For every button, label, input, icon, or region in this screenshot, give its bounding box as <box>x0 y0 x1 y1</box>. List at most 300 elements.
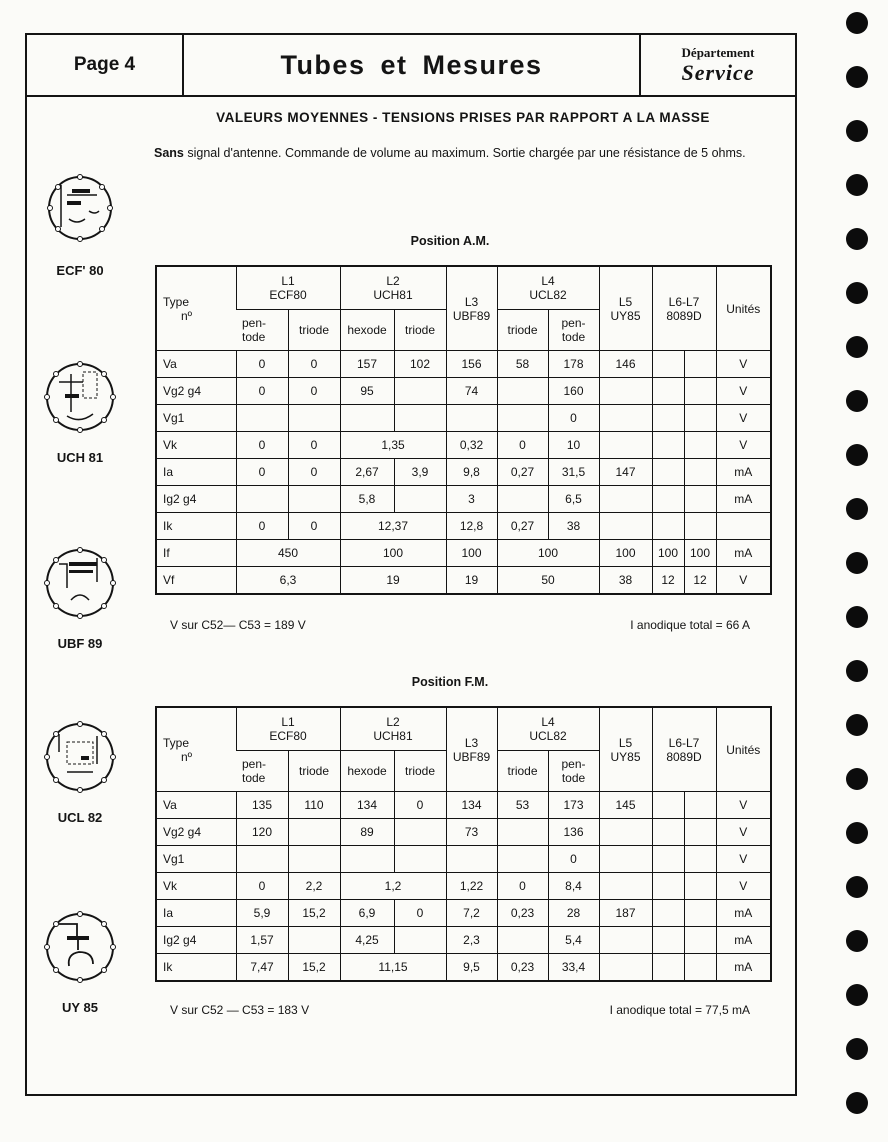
table-row <box>156 459 771 486</box>
cell: 136 <box>548 819 599 846</box>
cell-unit: mA <box>716 540 771 567</box>
l5-tube: UY85 <box>610 308 641 323</box>
type-header <box>156 707 236 792</box>
cell <box>652 405 684 432</box>
am-table <box>155 265 772 595</box>
cell: 0 <box>236 873 288 900</box>
cell <box>340 405 394 432</box>
cell <box>684 486 716 513</box>
cell <box>684 954 716 982</box>
cell-unit: V <box>716 819 771 846</box>
l1-triode-header: triode <box>288 310 340 351</box>
cell <box>394 405 446 432</box>
l5-tube: UY85 <box>610 749 641 764</box>
cell: 6,9 <box>340 900 394 927</box>
binder-hole-icon <box>846 660 868 682</box>
l6-tube: 8089D <box>666 308 702 323</box>
row-label: Ia <box>156 459 236 486</box>
cell <box>684 792 716 819</box>
cell <box>599 846 652 873</box>
table-row <box>156 792 771 819</box>
cell-unit: V <box>716 873 771 900</box>
cell <box>652 927 684 954</box>
l2-label: L2 <box>386 715 400 729</box>
cell: 0,23 <box>497 900 548 927</box>
tube-uch81 <box>30 352 130 465</box>
l4-header <box>497 707 599 751</box>
l4-pentode-header <box>548 751 599 792</box>
tube-ubf89 <box>30 538 130 651</box>
l1-tube: ECF80 <box>269 288 307 302</box>
cell <box>599 405 652 432</box>
cell <box>652 432 684 459</box>
tube-ubf89-diagram-icon <box>37 538 123 628</box>
cell: 0,32 <box>446 432 497 459</box>
cell: 9,8 <box>446 459 497 486</box>
cell <box>446 405 497 432</box>
table-row <box>156 567 771 595</box>
cell: 53 <box>497 792 548 819</box>
table-row <box>156 378 771 405</box>
cell <box>394 846 446 873</box>
cell <box>684 873 716 900</box>
l2-tube: UCH81 <box>373 729 413 743</box>
fm-voltage-note: V sur C52 — C53 = 183 V <box>170 1003 310 1017</box>
cell: 100 <box>497 540 599 567</box>
binder-hole-icon <box>846 174 868 196</box>
l6-header <box>652 266 716 351</box>
cell: 110 <box>288 792 340 819</box>
l6-label: L6-L7 <box>668 735 700 750</box>
cell: 100 <box>340 540 446 567</box>
cell: 0 <box>548 846 599 873</box>
cell <box>288 405 340 432</box>
cell <box>652 873 684 900</box>
row-label: Ik <box>156 954 236 982</box>
cell: 10 <box>548 432 599 459</box>
cell: 1,22 <box>446 873 497 900</box>
l2-tube: UCH81 <box>373 288 413 302</box>
cell <box>497 927 548 954</box>
cell <box>394 378 446 405</box>
cell <box>599 432 652 459</box>
binder-hole-icon <box>846 714 868 736</box>
row-label: Vg1 <box>156 846 236 873</box>
row-label: Vg1 <box>156 405 236 432</box>
cell-unit: V <box>716 351 771 378</box>
table-row <box>156 513 771 540</box>
cell: 0,27 <box>497 459 548 486</box>
l2-hexode-header: hexode <box>340 751 394 792</box>
cell <box>599 873 652 900</box>
cell <box>497 819 548 846</box>
cell <box>652 513 684 540</box>
pentode-label-1: pen- <box>561 316 586 330</box>
l6-header <box>652 707 716 792</box>
cell <box>684 432 716 459</box>
cell <box>599 927 652 954</box>
cell <box>684 378 716 405</box>
binder-hole-icon <box>846 984 868 1006</box>
cell <box>288 486 340 513</box>
cell <box>340 846 394 873</box>
cell: 95 <box>340 378 394 405</box>
l3-tube: UBF89 <box>452 749 491 764</box>
table-row <box>156 873 771 900</box>
cell-unit: V <box>716 405 771 432</box>
row-label: Vk <box>156 873 236 900</box>
l2-header <box>340 707 446 751</box>
table-row <box>156 819 771 846</box>
l3-label: L3 <box>464 294 479 309</box>
l2-triode-header: triode <box>394 751 446 792</box>
page-title: Tubes et Mesures <box>280 50 543 80</box>
cell-unit: V <box>716 792 771 819</box>
tube-uy85 <box>30 902 130 1015</box>
l2-hexode-header: hexode <box>340 310 394 351</box>
l1-pentode-header <box>236 751 288 792</box>
cell: 100 <box>652 540 684 567</box>
cell: 74 <box>446 378 497 405</box>
cell: 0 <box>236 513 288 540</box>
row-label: Ig2 g4 <box>156 927 236 954</box>
intro-rest: signal d'antenne. Commande de volume au maximum. Sortie chargée par une résistance de 5 ohms. <box>183 146 746 160</box>
l3-header <box>446 266 497 351</box>
tube-uch81-label: UCH 81 <box>56 450 104 465</box>
cell: 135 <box>236 792 288 819</box>
cell: 12 <box>684 567 716 595</box>
cell <box>446 846 497 873</box>
binder-hole-icon <box>846 228 868 250</box>
cell: 156 <box>446 351 497 378</box>
cell: 19 <box>446 567 497 595</box>
tube-ecf80-label: ECF' 80 <box>56 263 104 278</box>
cell: 5,4 <box>548 927 599 954</box>
tube-uy85-diagram-icon <box>37 902 123 992</box>
cell: 5,8 <box>340 486 394 513</box>
cell: 187 <box>599 900 652 927</box>
cell <box>599 486 652 513</box>
cell: 0 <box>236 378 288 405</box>
unit-header: Unités <box>716 266 771 351</box>
cell: 1,57 <box>236 927 288 954</box>
row-label: Ia <box>156 900 236 927</box>
cell: 0 <box>548 405 599 432</box>
cell <box>652 819 684 846</box>
cell: 31,5 <box>548 459 599 486</box>
cell: 12,8 <box>446 513 497 540</box>
cell: 160 <box>548 378 599 405</box>
l4-label: L4 <box>541 715 555 729</box>
cell: 0 <box>288 351 340 378</box>
row-label: Vk <box>156 432 236 459</box>
binder-hole-icon <box>846 282 868 304</box>
unit-header: Unités <box>716 707 771 792</box>
row-label: If <box>156 540 236 567</box>
cell: 0 <box>394 792 446 819</box>
row-label: Va <box>156 792 236 819</box>
cell-unit: mA <box>716 486 771 513</box>
table-row <box>156 927 771 954</box>
cell: 15,2 <box>288 954 340 982</box>
cell <box>684 900 716 927</box>
table-row <box>156 486 771 513</box>
cell: 1,2 <box>340 873 446 900</box>
cell: 3 <box>446 486 497 513</box>
tube-ucl82-diagram-icon <box>37 712 123 802</box>
cell: 1,35 <box>340 432 446 459</box>
cell: 450 <box>236 540 340 567</box>
cell: 38 <box>599 567 652 595</box>
type-label: Type <box>163 735 190 750</box>
cell: 0 <box>288 459 340 486</box>
cell-unit: V <box>716 567 771 595</box>
cell <box>652 378 684 405</box>
type-no-label: nº <box>181 749 193 764</box>
binder-hole-icon <box>846 390 868 412</box>
cell: 0 <box>497 432 548 459</box>
cell: 146 <box>599 351 652 378</box>
cell <box>684 927 716 954</box>
l4-tube: UCL82 <box>529 729 567 743</box>
cell: 6,3 <box>236 567 340 595</box>
department-label: Département <box>681 45 755 60</box>
l4-tube: UCL82 <box>529 288 567 302</box>
cell: 178 <box>548 351 599 378</box>
cell <box>684 351 716 378</box>
cell <box>236 405 288 432</box>
pentode-label-1: pen- <box>242 757 267 771</box>
l1-header <box>236 707 340 751</box>
cell <box>288 819 340 846</box>
cell: 134 <box>446 792 497 819</box>
l5-header <box>599 707 652 792</box>
table-row <box>156 432 771 459</box>
l3-tube: UBF89 <box>452 308 491 323</box>
cell: 11,15 <box>340 954 446 982</box>
cell: 4,25 <box>340 927 394 954</box>
tube-ecf80 <box>30 165 130 278</box>
l1-triode-header: triode <box>288 751 340 792</box>
type-no-label: nº <box>181 308 193 323</box>
cell: 2,3 <box>446 927 497 954</box>
table-row <box>156 846 771 873</box>
l1-header <box>236 266 340 310</box>
cell <box>684 459 716 486</box>
tube-ubf89-label: UBF 89 <box>57 636 103 651</box>
l5-label: L5 <box>618 735 633 750</box>
cell: 38 <box>548 513 599 540</box>
cell <box>394 486 446 513</box>
cell: 2,67 <box>340 459 394 486</box>
cell-unit: V <box>716 846 771 873</box>
cell: 0 <box>236 351 288 378</box>
cell: 7,2 <box>446 900 497 927</box>
cell: 8,4 <box>548 873 599 900</box>
row-label: Vf <box>156 567 236 595</box>
cell: 0 <box>288 432 340 459</box>
l1-label: L1 <box>281 274 295 288</box>
cell <box>394 927 446 954</box>
binder-hole-icon <box>846 1092 868 1114</box>
row-label: Ik <box>156 513 236 540</box>
am-voltage-note: V sur C52— C53 = 189 V <box>170 618 306 632</box>
cell <box>236 486 288 513</box>
cell: 134 <box>340 792 394 819</box>
fm-current-note: I anodique total = 77,5 mA <box>609 1003 750 1017</box>
cell-unit <box>716 513 771 540</box>
cell <box>497 405 548 432</box>
department-block <box>639 35 795 95</box>
cell: 19 <box>340 567 446 595</box>
l4-pentode-header <box>548 310 599 351</box>
cell: 120 <box>236 819 288 846</box>
cell <box>497 846 548 873</box>
cell: 145 <box>599 792 652 819</box>
binder-hole-icon <box>846 768 868 790</box>
cell: 173 <box>548 792 599 819</box>
cell <box>652 459 684 486</box>
l2-header <box>340 266 446 310</box>
tube-ucl82-label: UCL 82 <box>57 810 103 825</box>
cell: 28 <box>548 900 599 927</box>
cell: 7,47 <box>236 954 288 982</box>
cell <box>394 819 446 846</box>
cell <box>288 846 340 873</box>
service-label: Service <box>681 60 755 85</box>
cell: 0,27 <box>497 513 548 540</box>
cell: 0 <box>236 459 288 486</box>
tube-uch81-diagram-icon <box>37 352 123 442</box>
cell <box>652 900 684 927</box>
type-label: Type <box>163 294 190 309</box>
page-number: Page 4 <box>27 35 184 95</box>
tube-ecf80-diagram-icon <box>37 165 123 255</box>
cell: 0 <box>394 900 446 927</box>
binder-hole-icon <box>846 606 868 628</box>
l2-triode-header: triode <box>394 310 446 351</box>
section-heading: VALEURS MOYENNES - TENSIONS PRISES PAR RAPPORT A LA MASSE <box>216 110 710 125</box>
intro-text <box>154 145 754 162</box>
cell-unit: mA <box>716 459 771 486</box>
cell: 33,4 <box>548 954 599 982</box>
fm-title: Position F.M. <box>411 675 489 689</box>
l5-header <box>599 266 652 351</box>
cell: 15,2 <box>288 900 340 927</box>
binder-holes <box>842 0 872 1142</box>
cell <box>652 486 684 513</box>
binder-hole-icon <box>846 822 868 844</box>
cell <box>684 846 716 873</box>
binder-hole-icon <box>846 444 868 466</box>
l4-label: L4 <box>541 274 555 288</box>
l6-label: L6-L7 <box>668 294 700 309</box>
pentode-label-2: tode <box>561 330 586 344</box>
cell: 5,9 <box>236 900 288 927</box>
cell: 0,23 <box>497 954 548 982</box>
cell-unit: V <box>716 432 771 459</box>
cell: 100 <box>446 540 497 567</box>
cell: 73 <box>446 819 497 846</box>
cell: 3,9 <box>394 459 446 486</box>
tube-ucl82 <box>30 712 130 825</box>
table-row <box>156 405 771 432</box>
binder-hole-icon <box>846 120 868 142</box>
cell: 100 <box>599 540 652 567</box>
cell <box>599 513 652 540</box>
l6-tube: 8089D <box>666 749 702 764</box>
am-current-note: I anodique total = 66 A <box>630 618 750 632</box>
table-row <box>156 900 771 927</box>
cell: 12,37 <box>340 513 446 540</box>
type-header <box>156 266 236 351</box>
cell <box>652 792 684 819</box>
cell <box>652 846 684 873</box>
row-label: Vg2 g4 <box>156 378 236 405</box>
l3-header <box>446 707 497 792</box>
pentode-label-1: pen- <box>242 316 267 330</box>
cell <box>599 378 652 405</box>
row-label: Vg2 g4 <box>156 819 236 846</box>
table-row <box>156 954 771 982</box>
binder-hole-icon <box>846 498 868 520</box>
cell-unit: mA <box>716 927 771 954</box>
cell: 58 <box>497 351 548 378</box>
cell <box>652 954 684 982</box>
cell <box>288 927 340 954</box>
l4-triode-header: triode <box>497 751 548 792</box>
cell-unit: mA <box>716 900 771 927</box>
cell: 0 <box>236 432 288 459</box>
cell: 9,5 <box>446 954 497 982</box>
cell-unit: V <box>716 378 771 405</box>
pentode-label-2: tode <box>242 330 266 344</box>
pentode-label-1: pen- <box>561 757 586 771</box>
l1-label: L1 <box>281 715 295 729</box>
binder-hole-icon <box>846 552 868 574</box>
l3-label: L3 <box>464 735 479 750</box>
cell <box>599 819 652 846</box>
cell <box>684 513 716 540</box>
table-row <box>156 351 771 378</box>
cell: 147 <box>599 459 652 486</box>
page-header <box>27 35 795 97</box>
pentode-label-2: tode <box>242 771 266 785</box>
table-row <box>156 540 771 567</box>
binder-hole-icon <box>846 930 868 952</box>
binder-hole-icon <box>846 66 868 88</box>
cell <box>497 378 548 405</box>
cell <box>652 351 684 378</box>
l2-label: L2 <box>386 274 400 288</box>
intro-bold: Sans <box>154 146 184 160</box>
l4-header <box>497 266 599 310</box>
cell: 6,5 <box>548 486 599 513</box>
cell: 50 <box>497 567 599 595</box>
cell: 89 <box>340 819 394 846</box>
pentode-label-2: tode <box>561 771 586 785</box>
tube-uy85-label: UY 85 <box>62 1000 98 1015</box>
cell <box>684 405 716 432</box>
cell-unit: mA <box>716 954 771 982</box>
binder-hole-icon <box>846 876 868 898</box>
cell <box>684 819 716 846</box>
cell: 2,2 <box>288 873 340 900</box>
cell <box>497 486 548 513</box>
fm-table <box>155 706 772 982</box>
l1-tube: ECF80 <box>269 729 307 743</box>
am-title: Position A.M. <box>410 234 490 248</box>
